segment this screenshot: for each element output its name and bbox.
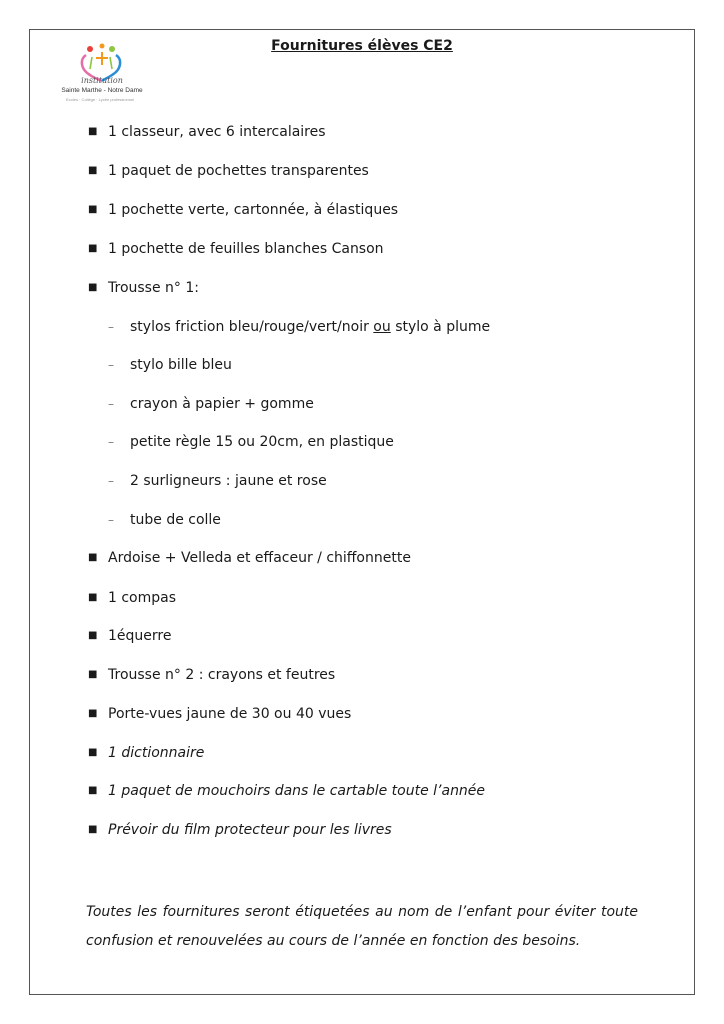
square-bullet-icon: ■: [88, 785, 98, 796]
square-bullet-icon: ■: [88, 552, 98, 563]
dash-bullet-icon: –: [108, 513, 114, 527]
list-item: Trousse n° 1:: [108, 280, 199, 296]
list-item: 1 compas: [108, 590, 177, 606]
dash-bullet-icon: –: [108, 397, 114, 411]
square-bullet-icon: ■: [88, 747, 98, 758]
list-item: Trousse n° 2 : crayons et feutres: [108, 667, 336, 683]
list-item: Porte-vues jaune de 30 ou 40 vues: [108, 706, 352, 722]
square-bullet-icon: ■: [88, 824, 98, 835]
square-bullet-icon: ■: [88, 165, 98, 176]
footer-note: Toutes les fournitures seront étiquetées au nom de l’enfant pour éviter toute confusion et renouvelées au cours de l’année en fonction des besoins.: [86, 904, 638, 949]
logo-script-text: institution: [81, 76, 123, 85]
list-item: tube de colle: [130, 512, 221, 528]
list-item: Prévoir du film protecteur pour les livres: [108, 822, 392, 838]
list-item: 1 dictionnaire: [108, 745, 205, 761]
list-item: petite règle 15 ou 20cm, en plastique: [130, 434, 394, 450]
list-item: 1 pochette verte, cartonnée, à élastiques: [108, 202, 399, 218]
page-title: Fournitures élèves CE2: [271, 38, 453, 54]
dash-bullet-icon: –: [108, 474, 114, 488]
list-item: stylo bille bleu: [130, 357, 232, 373]
list-item: 2 surligneurs : jaune et rose: [130, 473, 327, 489]
institution-logo: [46, 43, 158, 107]
square-bullet-icon: ■: [88, 669, 98, 680]
list-item: 1 pochette de feuilles blanches Canson: [108, 241, 384, 257]
square-bullet-icon: ■: [88, 126, 98, 137]
list-item: 1équerre: [108, 628, 172, 644]
list-item: stylos friction bleu/rouge/vert/noir ou stylo à plume: [130, 319, 491, 335]
list-item: 1 paquet de mouchoirs dans le cartable toute l’année: [108, 783, 486, 799]
square-bullet-icon: ■: [88, 204, 98, 215]
list-item: 1 classeur, avec 6 intercalaires: [108, 124, 326, 140]
square-bullet-icon: ■: [88, 243, 98, 254]
dash-bullet-icon: –: [108, 320, 114, 334]
square-bullet-icon: ■: [88, 630, 98, 641]
list-item: Ardoise + Velleda et effaceur / chiffonnette: [108, 550, 411, 566]
dash-bullet-icon: –: [108, 435, 114, 449]
logo-subtitle: Ecoles · Collège · Lycée professionnel: [66, 97, 135, 102]
logo-name: Sainte Marthe - Notre Dame: [61, 87, 143, 94]
square-bullet-icon: ■: [88, 282, 98, 293]
square-bullet-icon: ■: [88, 708, 98, 719]
list-item: 1 paquet de pochettes transparentes: [108, 163, 369, 179]
square-bullet-icon: ■: [88, 592, 98, 603]
dash-bullet-icon: –: [108, 358, 114, 372]
list-item: crayon à papier + gomme: [130, 396, 314, 412]
